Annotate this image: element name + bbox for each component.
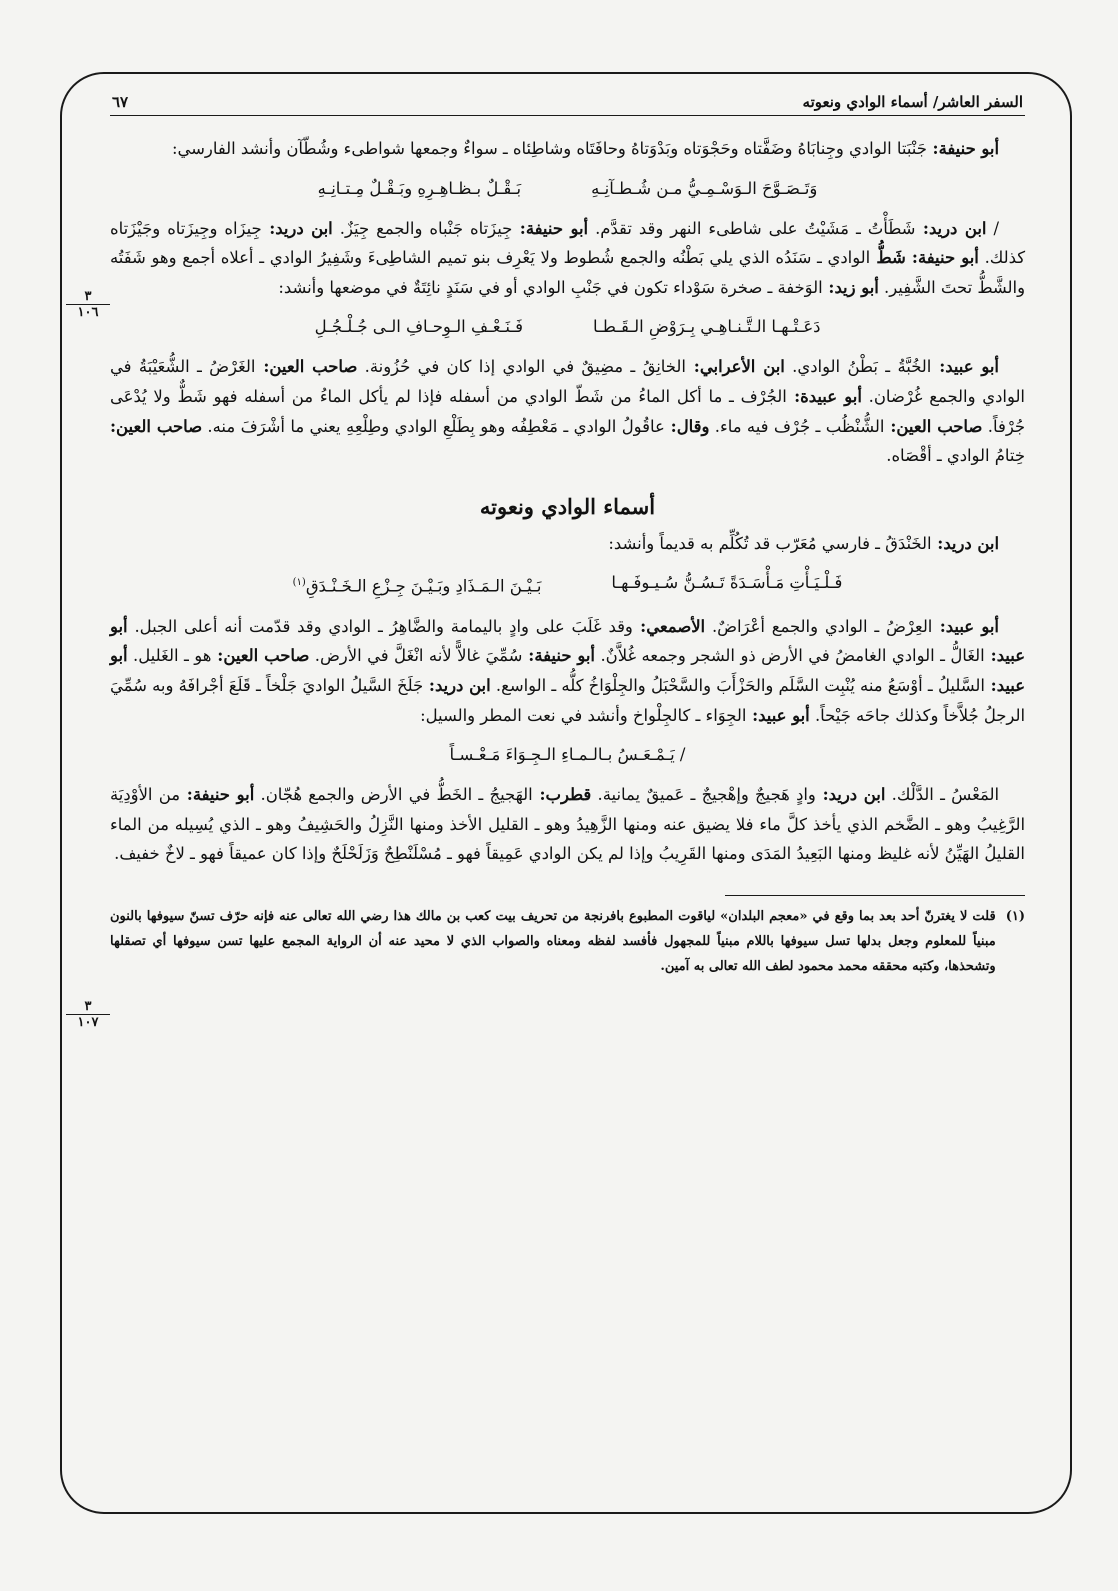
speaker-label: صاحب العين: xyxy=(211,646,310,666)
speaker-label: أبو عبيدة: xyxy=(786,386,862,406)
speaker-label: ابن دريد: xyxy=(931,533,999,553)
paragraph-text: السَّليلُ ـ أوْسَعُ منه يُنْبِت السَّلَم والحَزْأَبَ والسَّحْبَلُ والجِلْوَاخُ كلُّه ـ الواسع. xyxy=(490,676,985,695)
speaker-label: ابن دريد: xyxy=(423,676,491,695)
paragraph-text: الوادي ـ سَنَدُه الذي يلي بَطْنُه والجمع شُطوط ولا يَعْرِف بنو تميم الشاطِىءَ وشَفِيرُ الوادي ـ أعلاه أجمع وهو شَفَتُه والشَّطُّ تحتَ الشَّفِير. xyxy=(110,248,1025,297)
speaker-label: أبو حنيفة: xyxy=(512,218,589,238)
footnote-number: (١) xyxy=(1005,908,1025,924)
paragraph-text: وادٍ هَجيجٌ وإهْجيجٌ ـ عَميقٌ يمانية. xyxy=(591,785,816,805)
page xyxy=(110,78,1025,1478)
speaker-label: ابن دريد: xyxy=(261,218,333,238)
paragraph-text: الغَرْضُ ـ الشُّعَيْبَةُ في الوادي والجمع غُرْضان. xyxy=(110,357,1025,406)
margin-note-1-top: ٣ xyxy=(84,289,92,304)
speaker-label: صاحب العين: xyxy=(110,416,202,436)
verse-hemistich-second: بَـقْـلٌ بـظـاهِـرِهِ وبَـقْـلٌ مِـتـانِـهِ xyxy=(317,178,522,198)
paragraph xyxy=(110,612,1025,730)
paragraph-text: الخُبَّةُ ـ بَطْنُ الوادي. xyxy=(784,357,932,377)
verse xyxy=(110,174,1025,204)
speaker-label: أبو عبيد: xyxy=(931,357,999,377)
section-heading: أسماء الوادي ونعوته xyxy=(479,493,656,519)
paragraph-text: الخَنْدَقُ ـ فارسي مُعَرّب قد تُكُلِّم به قديماً وأنشد: xyxy=(608,533,932,553)
paragraph-text: جِيزَاه وجِيزَتاه وجَيْزَتاه كذلك. xyxy=(110,218,1026,268)
margin-note-1 xyxy=(66,290,110,320)
paragraph-text: خِتامُ الوادي ـ أقْصَاه. xyxy=(886,446,1025,466)
speaker-label: ابن الأعرابي: xyxy=(685,357,785,377)
margin-note-2 xyxy=(66,1000,110,1030)
verse-hemistich-text: بَـيْـنَ الـمَـذَادِ وبَـيْـنَ جِـزْعِ الـخَـنْـدَقِ xyxy=(305,576,542,596)
speaker-label: أبو عبيد: xyxy=(746,705,810,725)
footnote xyxy=(110,904,1025,979)
paragraph-text: الجُرْف ـ ما أكل الماءُ من شَطّ الوادي من أسفله فإذا لم يأكل الماءُ من أسفله فهو شَطٌّ ولا يُدْعَى جُرْفاً. xyxy=(110,386,1025,436)
verse-hemistich-first: وَتَـصَـوَّحَ الـوَسْـمِـيُّ مـن شُـطـآنِـهِ xyxy=(591,178,818,198)
paragraph-text: جِيزَتاه جَنْباه والجمع جِيَزٌ. xyxy=(332,218,513,238)
running-header xyxy=(110,78,1025,116)
paragraph-text: الغَالُّ ـ الوادي الغامضُ في الأرض ذو الشجر وجمعه غُلاَّنٌ. xyxy=(595,646,985,666)
page-body xyxy=(110,134,1025,979)
page-number: ٦٧ xyxy=(112,93,129,111)
speaker-label: أبو حنيفة: xyxy=(905,248,979,268)
speaker-label: قطرب: xyxy=(532,785,592,805)
paragraph-text: وقد غَلَبَ على وادٍ باليمامة والضَّاهِرُ ـ الوادي وقد قدّمت أنه أعلى الجبل. xyxy=(127,616,633,636)
verse-line: / يَـمْـعَـسُ بـالـمـاءِ الـجِـوَاءَ مَـعْـسـاً xyxy=(449,745,686,765)
running-title: السفر العاشر/ أسماء الوادي ونعوته xyxy=(802,93,1023,111)
paragraph-text: الشُّنْظُب ـ جُرْف فيه ماء. xyxy=(709,416,885,436)
speaker-label: أبو عبيد: xyxy=(110,616,1025,666)
paragraph xyxy=(110,529,1025,559)
speaker-label: شَطُّ xyxy=(870,248,906,268)
speaker-label: ابن دريد: xyxy=(915,218,987,238)
paragraph-text: العِرْضُ ـ الوادي والجمع أعْرَاضٌ. xyxy=(705,616,933,636)
paragraph-text: سُمِّيَ غالاًّ لأنه انْغَلَّ في الأرض. xyxy=(309,646,523,666)
paragraph-text: الوَخفة ـ صخرة سَوْداء تكون في جَنْبِ الوادي أو في سَنَدٍ نائِتَةٌ في موضعها وأنشد: xyxy=(278,277,823,297)
paragraph xyxy=(110,214,1025,303)
speaker-label: صاحب العين: xyxy=(884,416,983,436)
margin-note-2-bottom: ١٠٧ xyxy=(66,1014,110,1030)
footnote-text: قلت لا يغترنّ أحد بعد بما وقع في «معجم البلدان» لياقوت المطبوع بافرنجة من تحريف بيت كعب بن مالك هذا رضي الله تعالى عنه فإنه حرّف تسنّ سيوفها بالنون مبنياً للمعلوم وجعل بدلها تسل سيوفها باللام مبنياً للمجهول فأفسد لفظه ومعناه والصواب الذي لا محيد عنه أن الرواية المجمع عليها تسن سيوفها أي تصقلها وتشحذها، وكتبه محققه محمد محمود لطف الله تعالى به آمين. xyxy=(110,908,996,974)
speaker-label: أبو عبيد: xyxy=(932,616,999,636)
speaker-label: أبو زيد: xyxy=(822,277,879,297)
verse-hemistich-first: دَعَـتْـهـا الـتَّـنـاهِـي بِـرَوْضِ الـقَـطـا xyxy=(593,317,821,337)
footnote-divider xyxy=(725,895,1025,896)
speaker-label: أبو حنيفة: xyxy=(522,646,595,666)
paragraph xyxy=(110,134,1025,164)
paragraph-text: عاقُولُ الوادي ـ مَعْطِفُه وهو بِطَلْعِ الوادي وطِلْعِهِ يعني ما أشْرَفَ منه. xyxy=(202,416,665,436)
verse-hemistich-second: فَـنَـعْـفِ الـوِحـافِ الـى جُـلْـجُـلِ xyxy=(314,317,524,337)
speaker-label: وقال: xyxy=(664,416,710,436)
verse xyxy=(110,740,1025,770)
paragraph-text: الهَجيجُ ـ الخَطُّ في الأرض والجمع هُجّان. xyxy=(254,785,533,805)
footnote-marker[interactable]: (١) xyxy=(292,577,306,589)
speaker-label: ابن دريد: xyxy=(815,785,886,805)
paragraph-text: جَلَخَ السَّيلُ الواديَ جَلْخاً ـ قَلَعَ أجْرافَهُ وبه سُمِّيَ الرجلُ جُلاَّخاً وكذلك جاحَه جَيْحاً. xyxy=(110,676,1025,725)
paragraph xyxy=(110,352,1025,470)
margin-note-2-top: ٣ xyxy=(84,999,92,1014)
speaker-label: أبو عبيد: xyxy=(110,646,1025,695)
paragraph-text: هو ـ الغَليل. xyxy=(127,646,212,666)
paragraph-text: الجِوَاء ـ كالجِلْواخ وأنشد في نعت المطر والسيل: xyxy=(420,705,747,725)
paragraph-text: جَنْبَتا الوادي وجِنابَاهُ وضَفَّتاه وحَجْوَتاه وبَدْوَتاهُ وحافَتَاه وشاطِئاه ـ سواءٌ وجمعها شواطىء وشُطّآن وأنشد الفارسي: xyxy=(172,139,927,158)
verse-hemistich-second xyxy=(293,568,542,601)
paragraph-text: شَطَأْتُ ـ مَشَيْتُ على شاطىء النهر وقد تقدَّم. xyxy=(588,218,916,238)
paragraph xyxy=(110,780,1025,869)
paragraph-text: من الأوْدِيَة الرَّغِيبُ وهو ـ الضَّخم الذي يأخذ كلَّ ماء فلا يضيق عنه ومنها الزَّهِيدُ وهو ـ القليل الأخذ ومنها النَّزِلُ والحَشِيفُ وهو ـ الذي يُسِيله من الماء القليلُ الهَيِّنُ لأنه غليظ ومنها البَعِيدُ المَدَى ومنها القَرِيبُ وإذا لم يكن الوادي عَمِيقاً فهو ـ مُسْلَنْطِحٌ وَزَلَحْلَحٌ وإذا كان عميقاً فهو ـ لاخٌ خفيف. xyxy=(110,785,1025,864)
paragraph-text: / xyxy=(986,218,999,238)
margin-note-1-bottom: ١٠٦ xyxy=(66,304,110,320)
paragraph-text: الخانِقُ ـ مضِيقٌ في الوادي إذا كان في حُزُونة. xyxy=(357,357,686,377)
verse-hemistich-first: فَـلْـيَـأْتِ مَـأْسَـدَةً تَـسُـنُّ سُـيـوفَـهـا xyxy=(611,573,843,593)
paragraph-text: المَعْسُ ـ الدَّلْك. xyxy=(885,785,1000,805)
speaker-label: أبو حنيفة: xyxy=(180,785,255,805)
verse xyxy=(110,568,1025,601)
speaker-label: صاحب العين: xyxy=(255,357,358,377)
speaker-label: الأصمعي: xyxy=(632,616,706,636)
speaker-label: أبو حنيفة: xyxy=(926,139,999,158)
verse xyxy=(110,312,1025,342)
